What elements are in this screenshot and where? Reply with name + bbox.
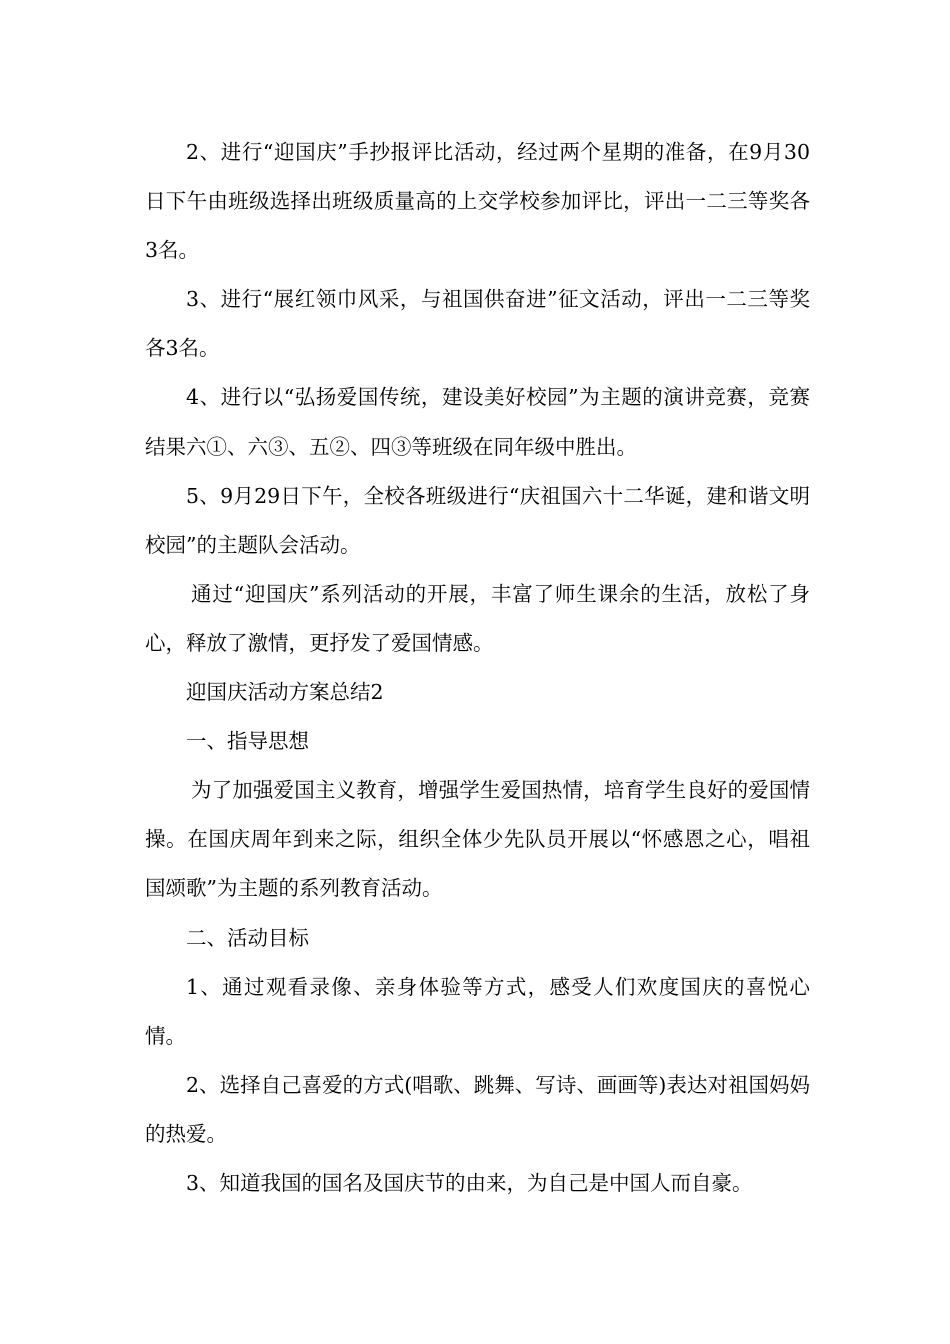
paragraph-goal-2: 2、选择自己喜爱的方式(唱歌、跳舞、写诗、画画等)表达对祖国妈妈的热爱。 — [145, 1072, 810, 1146]
document-page — [145, 128, 810, 1208]
paragraph-summary: 通过“迎国庆”系列活动的开展，丰富了师生课余的生活，放松了身心，释放了激情，更抒发了爱国情感。 — [145, 581, 810, 655]
paragraph-item-2-poster-contest: 2、进行“迎国庆”手抄报评比活动，经过两个星期的准备，在9月30日下午由班级选择出班级质量高的上交学校参加评比，评出一二三等奖各3名。 — [145, 140, 810, 263]
paragraph-guiding-ideology: 为了加强爱国主义教育，增强学生爱国热情，培育学生良好的爱国情操。在国庆周年到来之际，组织全体少先队员开展以“怀感恩之心，唱祖国颂歌”为主题的系列教育活动。 — [145, 778, 810, 901]
paragraph-goal-3: 3、知道我国的国名及国庆节的由来，为自己是中国人而自豪。 — [186, 1170, 753, 1195]
paragraph-item-5-class-meeting: 5、9月29日下午，全校各班级进行“庆祖国六十二华诞，建和谐文明校园”的主题队会活动。 — [145, 483, 810, 557]
heading-activity-goals: 二、活动目标 — [186, 925, 309, 950]
heading-guiding-ideology: 一、指导思想 — [186, 729, 309, 754]
paragraph-goal-1: 1、通过观看录像、亲身体验等方式，感受人们欢度国庆的喜悦心情。 — [145, 974, 810, 1048]
paragraph-item-3-essay-contest: 3、进行“展红领巾风采，与祖国供奋进”征文活动，评出一二三等奖各3名。 — [145, 287, 810, 361]
section-title: 迎国庆活动方案总结2 — [186, 680, 384, 705]
paragraph-item-4-speech-contest: 4、进行以“弘扬爱国传统，建设美好校园”为主题的演讲竞赛，竞赛结果六①、六③、五②、四③等班级在同年级中胜出。 — [145, 385, 810, 459]
